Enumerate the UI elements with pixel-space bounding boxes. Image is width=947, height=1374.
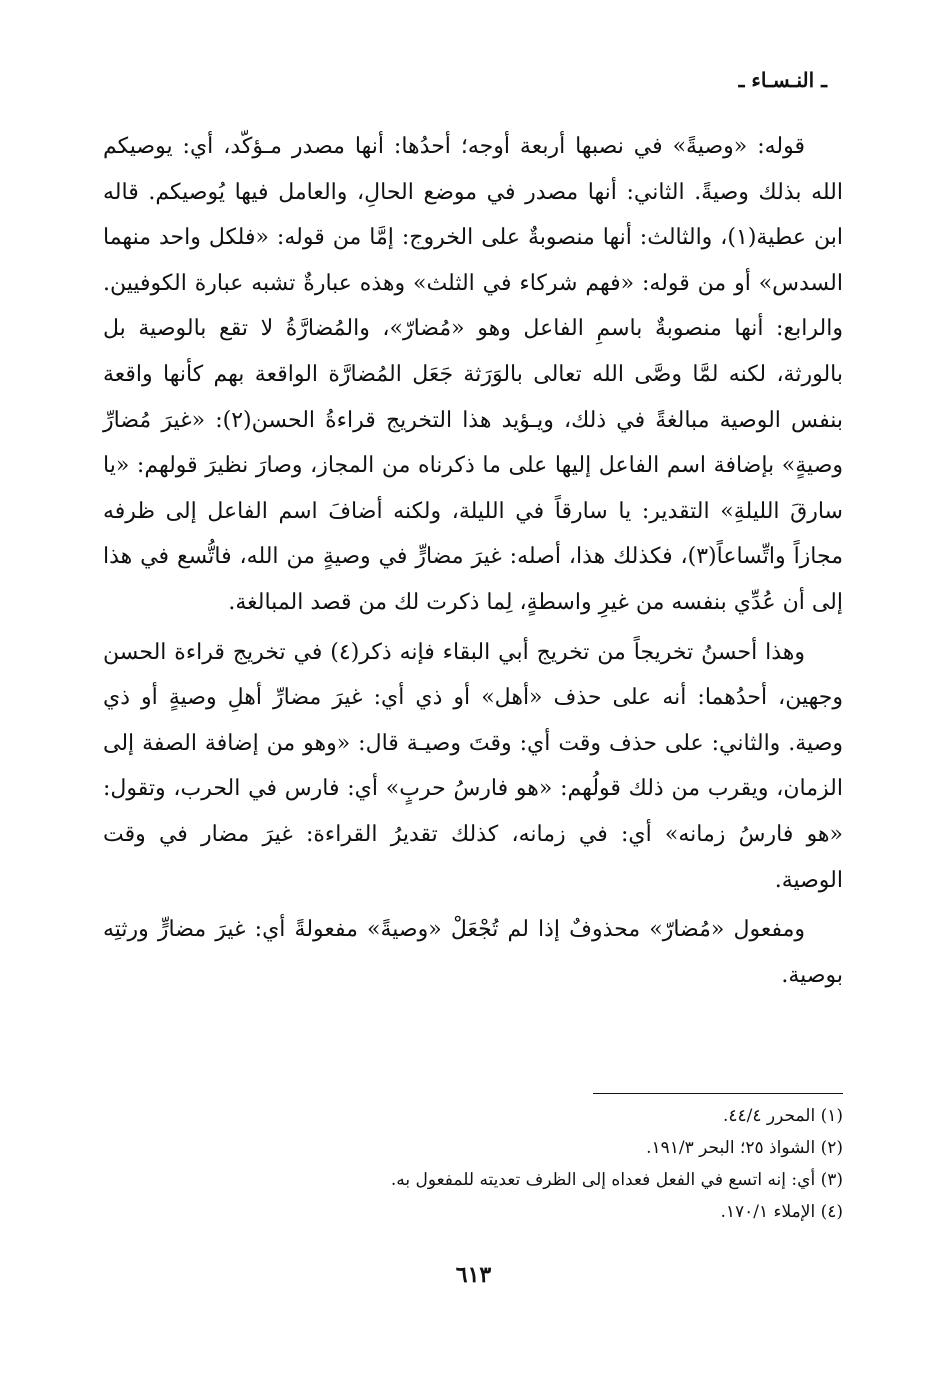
footnote-divider (593, 1093, 843, 1094)
footnote-4: (٤) الإملاء ١٧٠/١. (720, 1202, 843, 1222)
footnotes (103, 1100, 843, 1228)
main-text (103, 124, 843, 1002)
paragraph-2: وهذا أحسنُ تخريجاً من تخريج أبي البقاء فإنه ذكر(٤) في تخريج قراءة الحسن وجهين، أحدُهما: أنه على حذف «أهل» أو ذي أي: غيرَ مضارِّ أهلِ وصيةٍ أو ذي وصية. والثاني: على حذف وقت أي: وقتَ وصيـة قال: «وهو من إضافة الصفة إلى الزمان، ويقرب من ذلك قولُهم: «هو فارسُ حربٍ» أي: فارس في الحرب، وتقول: «هو فارسُ زمانه» أي: في زمانه، كذلك تقديرُ القراءة: غيرَ مضار في وقت الوصية. (103, 639, 843, 893)
running-header: ـ النـسـاء ـ (738, 68, 827, 92)
footnote-3: (٣) أي: إنه اتسع في الفعل فعداه إلى الظرف تعديته للمفعول به. (390, 1170, 843, 1190)
footnote-1: (١) المحرر ٤٤/٤. (722, 1106, 843, 1126)
page-number: ٦١٣ (455, 1262, 492, 1288)
paragraph-1: قوله: «وصيةً» في نصبها أربعة أوجه؛ أحدُها: أنها مصدر مـؤكّد، أي: يوصيكم الله بذلك وصيةً. الثاني: أنها مصدر في موضع الحالِ، والعامل فيها يُوصيكم. قاله ابن عطية(١)، والثالث: أنها منصوبةٌ على الخروج: إمَّا من قوله: «فلكل واحد منهما السدس» أو من قوله: «فهم شركاء في الثلث» وهذه عبارةٌ تشبه عبارة الكوفيين. والرابع: أنها منصوبةٌ باسمِ الفاعل وهو «مُضارّ»، والمُضارَّةُ لا تقع بالوصية بل بالورثة، لكنه لمَّا وصَّى الله تعالى بالوَرَثة جَعَل المُضارَّة الواقعة بهم كأنها واقعة بنفس الوصية مبالغةً في ذلك، ويـؤيد هذا التخريج قراءةُ الحسن(٢): «غيرَ مُضارِّ وصيةٍ» بإضافة اسم الفاعل إليها على ما ذكرناه من المجاز، وصارَ نظيرَ قولهم: «يا سارقَ الليلةِ» التقدير: يا سارقاً في الليلة، ولكنه أضافَ اسم الفاعل إلى ظرفه مجازاً واتِّساعاً(٣)، فكذلك هذا، أصله: غيرَ مضارٍّ في وصيةٍ من الله، فاتُّسع في هذا إلى أن عُدِّي بنفسه من غيرِ واسطةٍ، لِما ذكرت لك من قصد المبالغة. (103, 134, 844, 615)
footnote-2: (٢) الشواذ ٢٥؛ البحر ١٩١/٣. (646, 1138, 843, 1158)
paragraph-3: ومفعول «مُضارّ» محذوفٌ إذا لم تُجْعَلْ «وصيةً» مفعولةً أي: غيرَ مضارٍّ ورثتِه بوصية. (103, 917, 843, 988)
